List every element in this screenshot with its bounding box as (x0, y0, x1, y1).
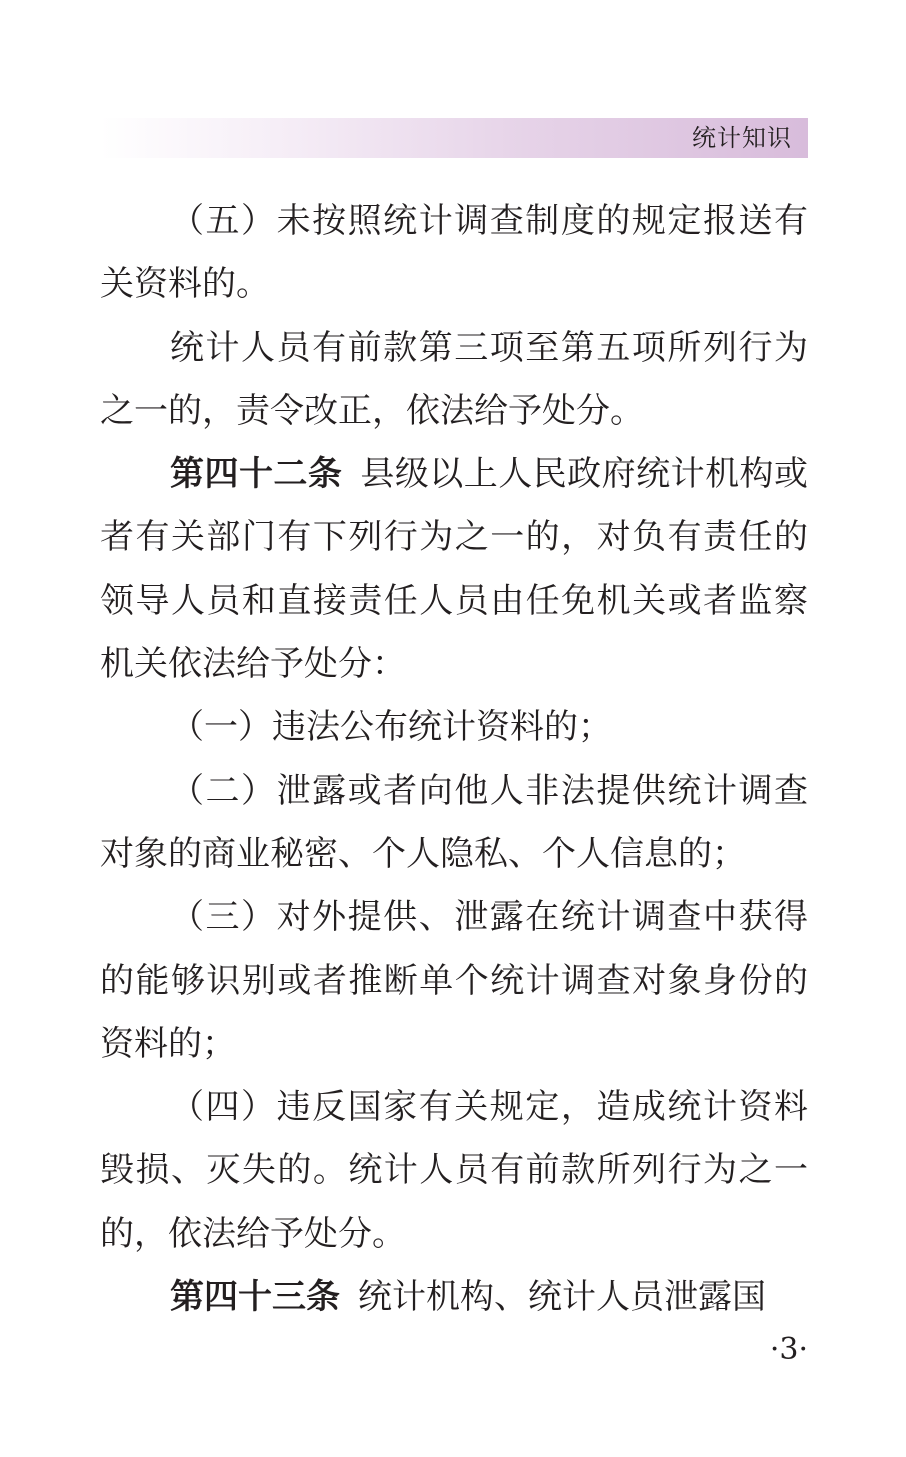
article-43-text: 统计机构、统计人员泄露国 (358, 1277, 766, 1318)
page-number: ·3· (769, 1332, 808, 1367)
article-42-item-1: （一）违法公布统计资料的； (170, 707, 612, 748)
article-42-number: 第四十二条 (170, 454, 343, 495)
article-43-number: 第四十三条 (170, 1277, 340, 1318)
article-42-text: 县级以上人民政府统计机构或者有关部门有下列行为之一的，对负有责任的领导人员和直接责任人员由任免机关或者监察机关依法给予处分： (100, 454, 809, 685)
article-42-item-3: （三）对外提供、泄露在统计调查中获得的能够识别或者推断单个统计调查对象身份的资料的； (100, 897, 808, 1064)
section-label: 统计知识 (692, 124, 792, 152)
page-body (100, 190, 808, 1329)
paragraph-item-5: （五）未按照统计调查制度的规定报送有关资料的。 (100, 201, 808, 305)
section-header-band (100, 118, 808, 158)
article-43 (100, 1266, 808, 1329)
article-42-item-4: （四）违反国家有关规定，造成统计资料毁损、灭失的。统计人员有前款所列行为之一的，依法给予处分。 (100, 1087, 808, 1254)
article-42 (100, 443, 808, 696)
paragraph-penalty-note: 统计人员有前款第三项至第五项所列行为之一的，责令改正，依法给予处分。 (100, 327, 808, 431)
article-42-item-2: （二）泄露或者向他人非法提供统计调查对象的商业秘密、个人隐私、个人信息的； (100, 770, 808, 874)
